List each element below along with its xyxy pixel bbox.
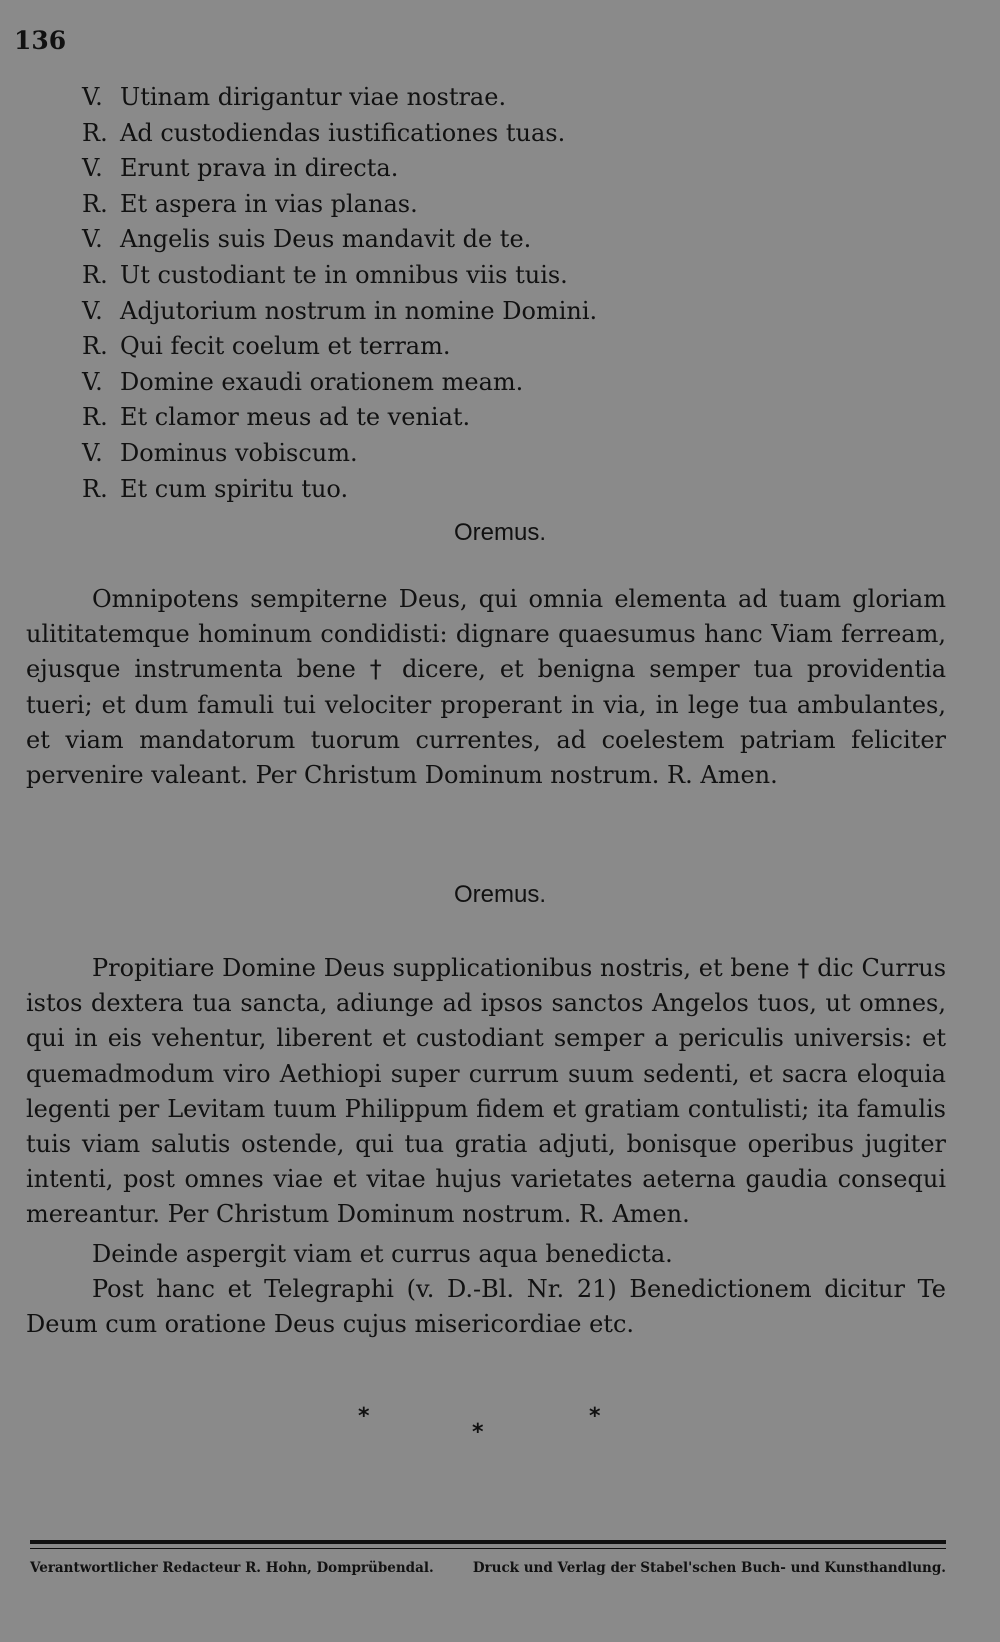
versicle-text: Et aspera in vias planas. [120, 189, 418, 218]
prayer-1-text-a: Omnipotens sempiterne Deus, qui omnia elementa ad tuam gloriam ulititatemque hominum condidisti: dignare quaesumus hanc Viam ferream, ejusque instrumenta bene [26, 585, 946, 684]
versicle-line [82, 151, 782, 187]
prayer-paragraph-2 [26, 951, 946, 1233]
versicle-mark: V. [82, 367, 103, 396]
imprint-footer [30, 1560, 946, 1576]
versicle-text: Et clamor meus ad te veniat. [120, 403, 471, 432]
rubric-aspergit: Deinde aspergit viam et currus aqua benedicta. [92, 1240, 673, 1268]
asterism-star-1: * [358, 1404, 370, 1429]
versicle-line [82, 400, 782, 436]
versicle-text: Erunt prava in directa. [120, 154, 399, 183]
versicle-list [82, 80, 782, 507]
versicle-line [82, 329, 782, 365]
footer-rule-thin [30, 1548, 946, 1549]
versicle-mark: R. [82, 118, 108, 147]
versicle-text: Adjutorium nostrum in nomine Domini. [120, 296, 598, 325]
versicle-text: Ad custodiendas iustificationes tuas. [120, 118, 566, 147]
page-number: 136 [14, 26, 67, 55]
versicle-mark: V. [82, 83, 103, 111]
rubric-te-deum: Post hanc et Telegraphi (v. D.-Bl. Nr. 21) Benedictionem dicitur Te Deum cum oratione Deus cujus misericordiae etc. [26, 1275, 946, 1339]
versicle-text: Angelis suis Deus mandavit de te. [120, 225, 532, 254]
versicle-text: Qui fecit coelum et terram. [120, 332, 451, 361]
prayer-paragraph-1 [26, 582, 946, 793]
oremus-heading-2: Oremus. [453, 881, 546, 908]
cross-icon: † [797, 954, 810, 982]
versicle-text: Domine exaudi orationem meam. [120, 367, 524, 396]
versicle-mark: R. [82, 332, 108, 361]
versicle-line [82, 222, 782, 258]
prayer-1-text-b: dicere, et benigna semper tua providentia tueri; et dum famuli tui velociter properant in via, in lege tua ambulantes, et viam mandatorum tuorum currentes, ad coelestem patriam feliciter pervenire valeant. Per Christum Dominum nostrum. R. Amen. [26, 655, 947, 790]
versicle-text: Ut custodiant te in omnibus viis tuis. [120, 260, 568, 289]
versicle-line [82, 436, 782, 472]
versicle-mark: R. [82, 260, 108, 289]
prayer-2-text-b: dic Currus istos dextera tua sancta, adiunge ad ipsos sanctos Angelos tuos, ut omnes, qui in eis vehentur, liberent et custodiant semper a periculis universis: et quemadmodum viro Aethiopi super currum suum sedenti, et sacra eloquia legenti per Levitam tuum Philippum fidem et gratiam contulisti; ita famulis tuis viam salutis ostende, qui tua gratia adjuti, bonisque operibus jugiter intenti, post omnes viae et vitae hujus varietates aeterna gaudia consequi mereantur. Per Christum Dominum nostrum. R. Amen. [26, 954, 947, 1229]
versicle-mark: V. [82, 296, 103, 325]
versicle-line [82, 472, 782, 508]
versicle-line [82, 294, 782, 330]
versicle-line [82, 258, 782, 294]
prayer-2-text-a: Propitiare Domine Deus supplicationibus nostris, et bene [92, 954, 798, 982]
versicle-mark: V. [82, 154, 103, 183]
cross-icon: † [369, 655, 389, 684]
versicle-line [82, 187, 782, 223]
imprint-printer: Druck und Verlag der Stabel'schen Buch- und Kunsthandlung. [472, 1560, 946, 1576]
versicle-line [82, 80, 782, 116]
imprint-editor: Verantwortlicher Redacteur R. Hohn, Domprübendal. [30, 1560, 434, 1576]
versicle-line [82, 116, 782, 152]
asterism-star-3: * [589, 1404, 601, 1429]
versicle-mark: R. [82, 474, 108, 503]
versicle-text: Utinam dirigantur viae nostrae. [120, 83, 507, 111]
versicle-mark: V. [82, 225, 103, 254]
oremus-heading-1: Oremus. [453, 519, 546, 546]
footer-rule-thick [30, 1540, 946, 1544]
versicle-mark: R. [82, 189, 108, 218]
versicle-text: Dominus vobiscum. [120, 438, 358, 467]
asterism-star-2: * [472, 1420, 484, 1445]
versicle-mark: V. [82, 438, 103, 467]
versicle-mark: R. [82, 403, 108, 432]
versicle-text: Et cum spiritu tuo. [120, 474, 349, 503]
versicle-line [82, 365, 782, 401]
